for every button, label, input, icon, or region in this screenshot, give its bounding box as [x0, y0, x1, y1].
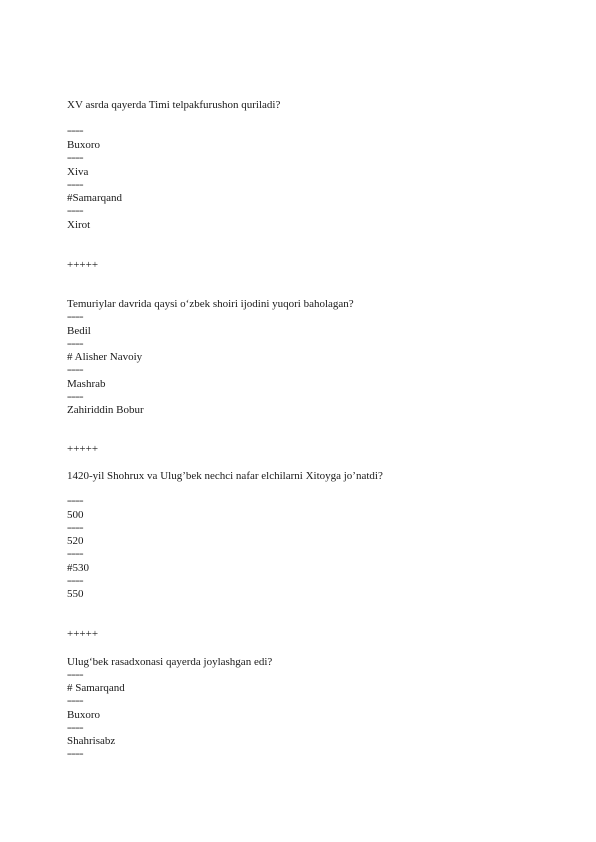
- answer-option: # Alisher Navoiy: [67, 351, 143, 363]
- answer-option: Xirot: [67, 219, 91, 231]
- answer-option: #530: [67, 562, 89, 574]
- answer-option: 550: [67, 588, 84, 600]
- separator: ====: [67, 207, 84, 216]
- separator: ====: [67, 524, 84, 533]
- question-divider: +++++: [67, 628, 99, 640]
- answer-option: 500: [67, 509, 84, 521]
- question-divider: +++++: [67, 443, 99, 455]
- answer-option: # Samarqand: [67, 682, 125, 694]
- answer-option: 520: [67, 535, 84, 547]
- separator: ====: [67, 181, 84, 190]
- document-page: [67, 0, 567, 842]
- separator: ====: [67, 154, 84, 163]
- separator: ====: [67, 313, 84, 322]
- separator: ====: [67, 127, 84, 136]
- separator: ====: [67, 550, 84, 559]
- answer-option: Buxoro: [67, 709, 100, 721]
- question-divider: +++++: [67, 259, 99, 271]
- answer-option: Buxoro: [67, 139, 100, 151]
- separator: ====: [67, 577, 84, 586]
- separator: ====: [67, 724, 84, 733]
- separator: ====: [67, 393, 84, 402]
- separator: ====: [67, 671, 84, 680]
- question-text: XV asrda qayerda Timi telpakfurushon quriladi?: [67, 99, 281, 111]
- separator: ====: [67, 497, 84, 506]
- separator: ====: [67, 340, 84, 349]
- answer-option: Zahiriddin Bobur: [67, 404, 144, 416]
- question-text: Temuriylar davrida qaysi o‘zbek shoiri ijodini yuqori baholagan?: [67, 298, 354, 310]
- answer-option: #Samarqand: [67, 192, 122, 204]
- question-text: Ulug‘bek rasadxonasi qayerda joylashgan edi?: [67, 656, 273, 668]
- answer-option: Mashrab: [67, 378, 106, 390]
- answer-option: Xiva: [67, 166, 89, 178]
- separator: ====: [67, 366, 84, 375]
- separator: ====: [67, 697, 84, 706]
- question-text: 1420-yil Shohrux va Ulug’bek nechci nafar elchilarni Xitoyga jo’natdi?: [67, 470, 383, 482]
- separator: ====: [67, 750, 84, 759]
- answer-option: Shahrisabz: [67, 735, 116, 747]
- answer-option: Bedil: [67, 325, 91, 337]
